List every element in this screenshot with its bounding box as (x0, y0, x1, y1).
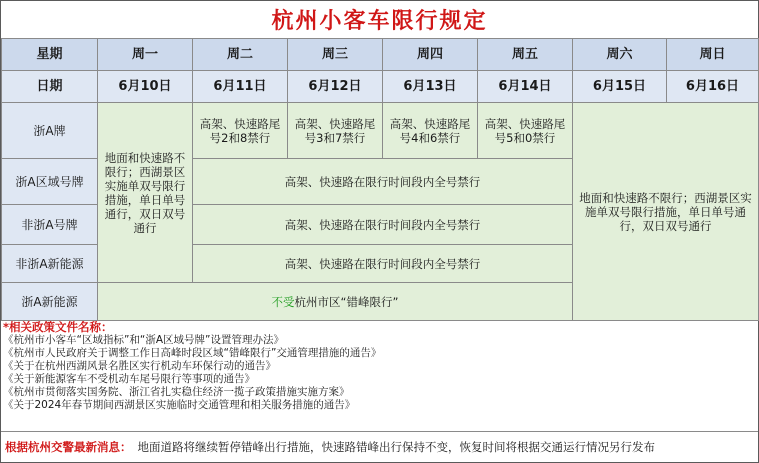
date-tue: 6月11日 (193, 71, 288, 103)
date-sat: 6月15日 (573, 71, 667, 103)
list-item: 《杭州市小客车“区域指标”和“浙A区域号牌”设置管理办法》 (3, 334, 284, 346)
row-label-non-zhea: 非浙A号牌 (2, 205, 98, 245)
wed-rule: 高架、快速路尾号3和7禁行 (288, 103, 383, 159)
full-ban-non-zhea: 高架、快速路在限行时间段内全号禁行 (193, 205, 573, 245)
page-title: 杭州小客车限行规定 (271, 8, 488, 34)
row-label-zhea: 浙A牌 (2, 103, 98, 159)
list-item: 《关于2024年春节期间西湖景区实施临时交通管理和相关服务措施的通告》 (3, 399, 356, 411)
latest-notice (1, 431, 758, 461)
date-wed: 6月12日 (288, 71, 383, 103)
weekday-fri: 周五 (478, 39, 573, 71)
date-mon: 6月10日 (98, 71, 193, 103)
list-item: 《关于新能源客车不受机动车尾号限行等事项的通告》 (3, 373, 255, 385)
weekday-sun: 周日 (667, 39, 759, 71)
weekday-wed: 周三 (288, 39, 383, 71)
weekday-mon: 周一 (98, 39, 193, 71)
fri-rule: 高架、快速路尾号5和0禁行 (478, 103, 573, 159)
date-label: 日期 (2, 71, 98, 103)
weekend-note: 地面和快速路不限行；西湖景区实施单双号限行措施，单日单号通行，双日双号通行 (573, 103, 759, 321)
thu-rule: 高架、快速路尾号4和6禁行 (383, 103, 478, 159)
weekday-row (2, 39, 759, 71)
week-label: 星期 (2, 39, 98, 71)
ev-exempt-suffix: 杭州市区“错峰限行” (294, 294, 399, 309)
notice-lead: 根据杭州交警最新消息： (5, 439, 132, 454)
list-item: 《杭州市贯彻落实国务院、浙江省扎实稳住经济一揽子政策措施实施方案》 (3, 386, 350, 398)
row-label-zhea-region: 浙A区域号牌 (2, 159, 98, 205)
notes-heading: *相关政策文件名称： (3, 320, 113, 334)
date-row (2, 71, 759, 103)
row-label-zhea-ev: 浙A新能源 (2, 283, 98, 321)
tue-rule: 高架、快速路尾号2和8禁行 (193, 103, 288, 159)
ev-exempt-prefix: 不受 (271, 294, 295, 309)
date-thu: 6月13日 (383, 71, 478, 103)
weekday-sat: 周六 (573, 39, 667, 71)
list-item: 《关于在杭州西湖风景名胜区实行机动车环保行动的通告》 (3, 360, 276, 372)
notice-text: 地面道路将继续暂停错峰出行措施，快速路错峰出行保持不变，恢复时间将根据交通运行情况另行发布 (137, 439, 655, 454)
full-ban-non-zhea-ev: 高架、快速路在限行时间段内全号禁行 (193, 245, 573, 283)
ev-exemption (98, 283, 573, 321)
restriction-table (1, 38, 759, 321)
date-sun: 6月16日 (667, 71, 759, 103)
weekday-tue: 周二 (193, 39, 288, 71)
monday-note: 地面和快速路不限行；西湖景区实施单双号限行措施，单日单号通行，双日双号通行 (98, 103, 193, 283)
full-ban-region: 高架、快速路在限行时间段内全号禁行 (193, 159, 573, 205)
policy-notes (3, 321, 755, 412)
row-label-non-zhea-ev: 非浙A新能源 (2, 245, 98, 283)
list-item: 《杭州市人民政府关于调整工作日高峰时段区域“错峰限行”交通管理措施的通告》 (3, 347, 382, 359)
weekday-thu: 周四 (383, 39, 478, 71)
table-row (2, 103, 759, 159)
date-fri: 6月14日 (478, 71, 573, 103)
